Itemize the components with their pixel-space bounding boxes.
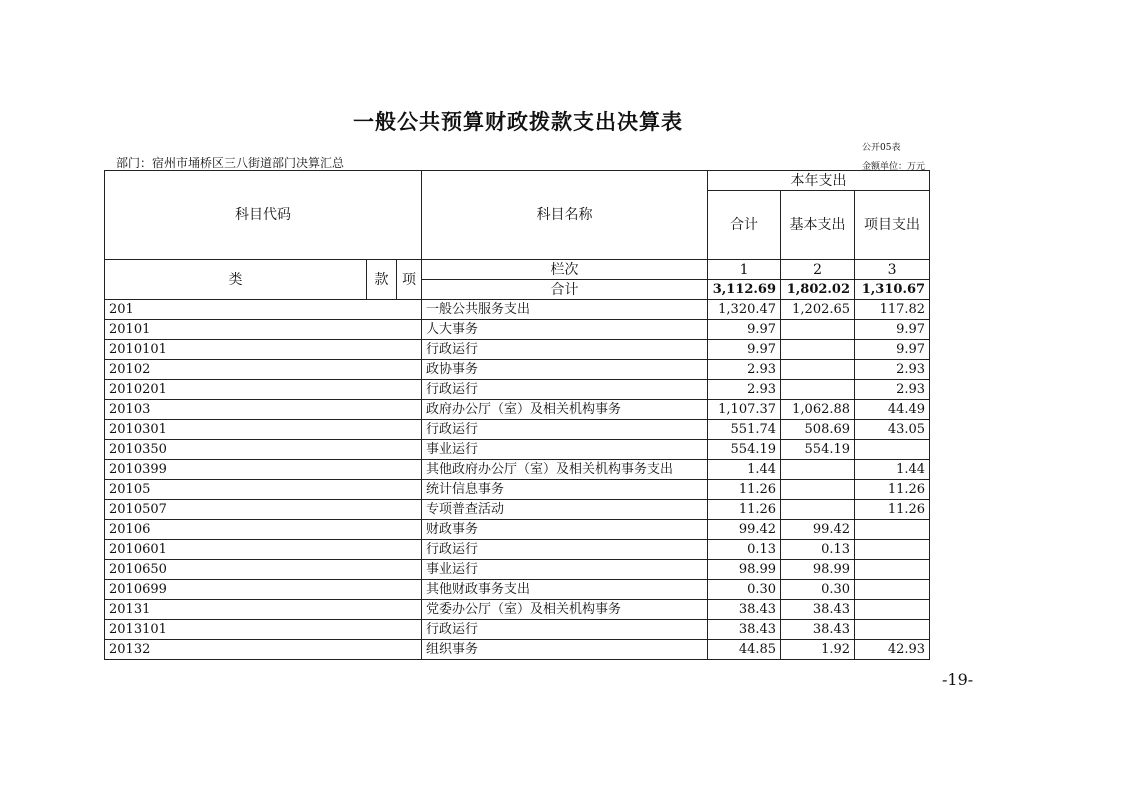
- table-row: [105, 600, 930, 620]
- row-name: 党委办公厅（室）及相关机构事务: [422, 600, 708, 620]
- row-total: 0.13: [708, 540, 781, 560]
- row-name: 其他财政事务支出: [422, 580, 708, 600]
- row-name: 专项普查活动: [422, 500, 708, 520]
- row-basic: 98.99: [781, 560, 855, 580]
- row-project: 2.93: [855, 380, 930, 400]
- table-body: [105, 300, 930, 660]
- row-total: 11.26: [708, 480, 781, 500]
- row-name: 政协事务: [422, 360, 708, 380]
- row-total: 38.43: [708, 620, 781, 640]
- row-basic: 1,202.65: [781, 300, 855, 320]
- row-total: 1,107.37: [708, 400, 781, 420]
- row-code: 2010507: [105, 500, 422, 520]
- row-project: 1.44: [855, 460, 930, 480]
- row-total: 2.93: [708, 360, 781, 380]
- row-project: 11.26: [855, 480, 930, 500]
- table-row: [105, 620, 930, 640]
- row-basic: [781, 500, 855, 520]
- row-total: 551.74: [708, 420, 781, 440]
- header-col1: 1: [708, 260, 781, 280]
- row-code: 20101: [105, 320, 422, 340]
- row-code: 20106: [105, 520, 422, 540]
- row-basic: [781, 360, 855, 380]
- row-code: 20131: [105, 600, 422, 620]
- row-code: 2010650: [105, 560, 422, 580]
- row-name: 行政运行: [422, 380, 708, 400]
- row-project: [855, 620, 930, 640]
- row-basic: 1.92: [781, 640, 855, 660]
- row-total: 554.19: [708, 440, 781, 460]
- header-basic: 基本支出: [781, 191, 855, 260]
- row-basic: 99.42: [781, 520, 855, 540]
- page-number: -19-: [942, 670, 974, 689]
- row-name: 组织事务: [422, 640, 708, 660]
- row-name: 行政运行: [422, 620, 708, 640]
- header-project: 项目支出: [855, 191, 930, 260]
- header-kuan: 款: [367, 260, 397, 300]
- form-number: 公开05表: [862, 143, 901, 153]
- row-code: 20132: [105, 640, 422, 660]
- row-name: 行政运行: [422, 340, 708, 360]
- row-code: 2010699: [105, 580, 422, 600]
- header-col2: 2: [781, 260, 855, 280]
- row-code: 20102: [105, 360, 422, 380]
- row-basic: [781, 460, 855, 480]
- row-total: 98.99: [708, 560, 781, 580]
- table-row: [105, 560, 930, 580]
- row-project: [855, 600, 930, 620]
- row-code: 20105: [105, 480, 422, 500]
- row-project: 44.49: [855, 400, 930, 420]
- row-name: 政府办公厅（室）及相关机构事务: [422, 400, 708, 420]
- row-project: 9.97: [855, 320, 930, 340]
- table-row: [105, 340, 930, 360]
- row-name: 一般公共服务支出: [422, 300, 708, 320]
- row-name: 行政运行: [422, 540, 708, 560]
- row-name: 事业运行: [422, 440, 708, 460]
- row-code: 20103: [105, 400, 422, 420]
- row-name: 统计信息事务: [422, 480, 708, 500]
- row-project: 117.82: [855, 300, 930, 320]
- row-code: 201: [105, 300, 422, 320]
- table-row: [105, 440, 930, 460]
- table-row: [105, 300, 930, 320]
- row-project: 9.97: [855, 340, 930, 360]
- row-project: [855, 440, 930, 460]
- row-total: 38.43: [708, 600, 781, 620]
- total-basic: 1,802.02: [781, 280, 855, 300]
- row-code: 2010201: [105, 380, 422, 400]
- row-code: 2010301: [105, 420, 422, 440]
- row-name: 行政运行: [422, 420, 708, 440]
- table-row: [105, 540, 930, 560]
- row-basic: 0.13: [781, 540, 855, 560]
- row-project: 2.93: [855, 360, 930, 380]
- row-total: 9.97: [708, 320, 781, 340]
- unit-label: 金额单位：万元: [862, 162, 926, 172]
- row-name: 人大事务: [422, 320, 708, 340]
- table-row: [105, 500, 930, 520]
- table-row: [105, 520, 930, 540]
- row-total: 1.44: [708, 460, 781, 480]
- row-basic: [781, 480, 855, 500]
- row-code: 2013101: [105, 620, 422, 640]
- row-project: [855, 560, 930, 580]
- row-total: 44.85: [708, 640, 781, 660]
- row-project: 43.05: [855, 420, 930, 440]
- row-name: 其他政府办公厅（室）及相关机构事务支出: [422, 460, 708, 480]
- row-project: [855, 580, 930, 600]
- total-project: 1,310.67: [855, 280, 930, 300]
- row-basic: 1,062.88: [781, 400, 855, 420]
- row-code: 2010101: [105, 340, 422, 360]
- row-total: 9.97: [708, 340, 781, 360]
- total-label: 合计: [422, 280, 708, 300]
- table-row: [105, 400, 930, 420]
- row-name: 财政事务: [422, 520, 708, 540]
- row-basic: [781, 320, 855, 340]
- table-row: [105, 460, 930, 480]
- header-name: 科目名称: [422, 171, 708, 260]
- row-basic: 0.30: [781, 580, 855, 600]
- table-row: [105, 420, 930, 440]
- row-name: 事业运行: [422, 560, 708, 580]
- table-row: [105, 480, 930, 500]
- row-basic: 38.43: [781, 620, 855, 640]
- table-row: [105, 380, 930, 400]
- header-lei: 类: [105, 260, 367, 300]
- row-basic: 508.69: [781, 420, 855, 440]
- row-total: 0.30: [708, 580, 781, 600]
- total-amount: 3,112.69: [708, 280, 781, 300]
- row-total: 2.93: [708, 380, 781, 400]
- row-project: 11.26: [855, 500, 930, 520]
- row-code: 2010601: [105, 540, 422, 560]
- row-total: 1,320.47: [708, 300, 781, 320]
- header-col3: 3: [855, 260, 930, 280]
- header-column-label: 栏次: [422, 260, 708, 280]
- row-basic: [781, 340, 855, 360]
- table-header: [105, 171, 930, 300]
- page-title: 一般公共预算财政拨款支出决算表: [353, 109, 683, 134]
- row-code: 2010350: [105, 440, 422, 460]
- header-code: 科目代码: [105, 171, 422, 260]
- header-total: 合计: [708, 191, 781, 260]
- table-row: [105, 640, 930, 660]
- header-xiang: 项: [397, 260, 422, 300]
- row-project: 42.93: [855, 640, 930, 660]
- expense-table: [104, 170, 930, 660]
- department-label: 部门：宿州市埇桥区三八街道部门决算汇总: [116, 156, 345, 170]
- row-basic: [781, 380, 855, 400]
- row-basic: 38.43: [781, 600, 855, 620]
- row-total: 99.42: [708, 520, 781, 540]
- row-project: [855, 520, 930, 540]
- table-row: [105, 580, 930, 600]
- row-basic: 554.19: [781, 440, 855, 460]
- table-row: [105, 320, 930, 340]
- row-project: [855, 540, 930, 560]
- row-total: 11.26: [708, 500, 781, 520]
- header-year-expense: 本年支出: [708, 171, 930, 191]
- table-row: [105, 360, 930, 380]
- row-code: 2010399: [105, 460, 422, 480]
